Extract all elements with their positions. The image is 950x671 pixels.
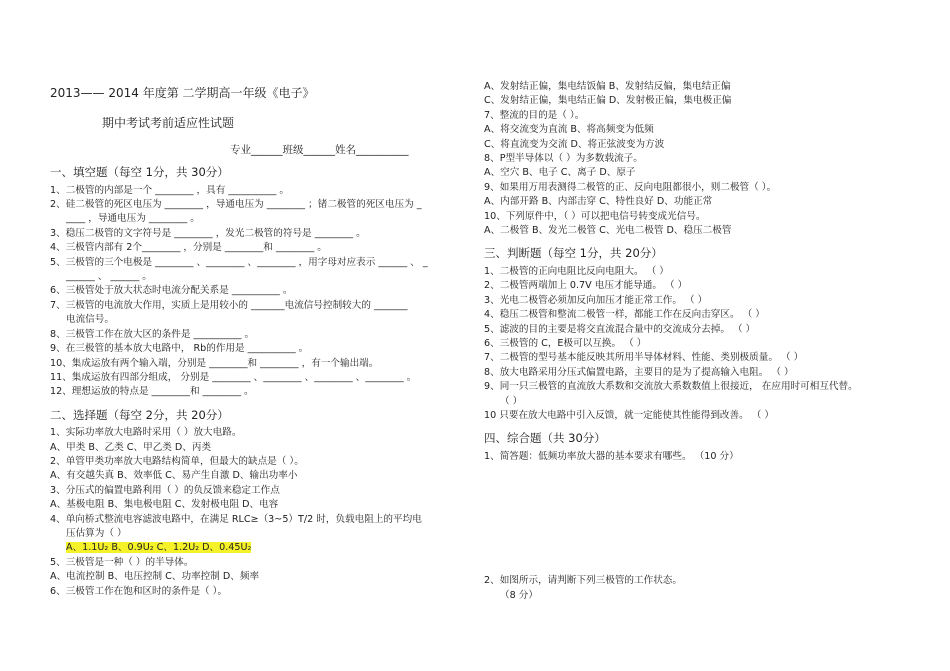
section-choice-heading: 二、选择题（每空 2分，共 20分） (50, 407, 229, 422)
question-line: 7、整流的目的是（ ）。 (484, 109, 585, 121)
question-line: 1、实际功率放大电路时采用（ ）放大电路。 (50, 427, 242, 439)
question-line: 9、如果用万用表测得二极管的正、反向电阻都很小，则二极管（ ）。 (484, 181, 777, 193)
question-line: 6、三极管工作在饱和区时的条件是（ ）。 (50, 585, 228, 597)
question-line: A、基极电阻 B、集电极电阻 C、发射极电阻 D、电容 (50, 499, 279, 511)
question-line: 1、简答题：低频功率放大器的基本要求有哪些。 （10 分） (484, 450, 739, 462)
right-column (484, 80, 904, 603)
question-line: 10、集成运放有两个输入端，分别是 ________和 ________ ，有一个输出端。 (50, 357, 379, 369)
question-line: 1、二极管的正向电阻比反向电阻大。 （ ） (484, 265, 669, 277)
question-line: 3、光电二极管必须加反向加压才能正常工作。 （ ） (484, 294, 708, 306)
question-line: 2、硅二极管的死区电压为 ________ ，导通电压为 ________ ；锗二极管的死区电压为 _ (50, 199, 422, 211)
question-line: 9、在三极管的基本放大电路中， Rb的作用是 __________ 。 (50, 343, 309, 355)
question-line: C、将直流变为交流 D、将正弦波变为方波 (484, 138, 665, 150)
question-line: A、有交越失真 B、效率低 C、易产生自激 D、输出功率小 (50, 470, 298, 482)
question-line: 6、三极管的 C，E极可以互换。 （ ） (484, 337, 647, 349)
question-line: 10 只要在放大电路中引入反馈，就一定能使其性能得到改善。 （ ） (484, 409, 774, 421)
question-line: ______ 、 ______ 。 (66, 271, 152, 283)
question-line: 10、下列原件中，（ ）可以把电信号转变成光信号。 (484, 210, 706, 222)
section-fill-in-heading: 一、填空题（每空 1分，共 30分） (50, 165, 229, 180)
exam-year-title: 2013—— 2014 年度第 二学期高一年级《电子》 (50, 86, 315, 100)
question-line: 2、单管甲类功率放大电路结构简单，但最大的缺点是（ ）。 (50, 455, 304, 467)
question-line: A、发射结正偏，集电结饭偏 B、发射结反偏，集电结正偏 (484, 81, 731, 92)
question-line: C、发射结正偏，集电结正偏 D、发射极正偏，集电极正偏 (484, 95, 732, 107)
left-column (50, 86, 470, 599)
question-line: 1、二极管的内部是一个 ________ ，具有 __________ 。 (50, 184, 289, 196)
section-comprehensive-heading: 四、综合题（共 30分） (484, 431, 606, 446)
student-info-line: 专业______班级______姓名__________ (230, 143, 409, 156)
question-line: A、将交流变为直流 B、将高频变为低频 (484, 124, 654, 136)
question-line: 5、三极管的三个电极是 ________ 、________ 、________ ，用字母对应表示 ______ 、 _ (50, 256, 428, 268)
section-judge-heading: 三、判断题（每空 1分，共 20分） (484, 246, 663, 261)
judge-list (484, 265, 904, 423)
question-line: 9、同一只三极管的直流放大系数和交流放大系数数值上很接近， 在应用时可相互代替。 (484, 381, 858, 393)
question-line: 7、二极管的型号基本能反映其所用半导体材料、性能、类别极质量。 （ ） (484, 352, 804, 364)
question-line: 3、分压式的偏置电路利用（ ）的负反馈来稳定工作点 (50, 484, 280, 496)
question-line: 4、三极管内部有 2个________ ，分别是 ________和 ________ 。 (50, 242, 327, 254)
question-line: 压估算为（ ） (66, 527, 127, 539)
question-line: 4、稳压二极管和整流二极管一样，都能工作在反向击穿区。 （ ） (484, 309, 765, 321)
question-line: （ ） (500, 395, 523, 407)
question-line: 8、放大电路采用分压式偏置电路，主要目的是为了提高输入电阻。 （ ） (484, 366, 794, 378)
question-line: 2、如图所示，请判断下列三极管的工作状态。 (484, 575, 682, 587)
question-line: A、空穴 B、电子 C、离子 D、原子 (484, 167, 636, 179)
fill-in-list (50, 184, 470, 400)
question-line: 2、二极管两端加上 0.7V 电压才能导通。 （ ） (484, 280, 688, 292)
question-line: 11、集成运放有四部分组成， 分别是 ________ 、________ 、________ 、________ 。 (50, 371, 417, 383)
question-line: 12、理想运放的特点是 ________和 ________ 。 (50, 386, 254, 398)
choice-list-continued (484, 80, 904, 238)
question-line: A、内部开路 B、内部击穿 C、特性良好 D、功能正常 (484, 196, 713, 208)
question-score: （8 分） (500, 589, 538, 601)
question-line: 5、滤波的目的主要是将交直流混合量中的交流成分去掉。 （ ） (484, 323, 756, 335)
question-line: ____ ，导通电压为 ________ 。 (66, 213, 200, 225)
question-line: 4、单向桥式整流电容滤波电路中，在满足 RLC≥（3~5）T/2 时，负载电阻上的平均电 (50, 513, 422, 525)
question-line: 电流信号。 (66, 314, 114, 326)
question-line: 8、三极管工作在放大区的条件是 __________ 。 (50, 328, 255, 340)
question-line: 3、稳压二极管的文字符号是 ________ ，发光二极管的符号是 ________ 。 (50, 227, 366, 239)
highlighted-answer-options: A、1.1U₂ B、0.9U₂ C、1.2U₂ D、0.45U₂ (66, 542, 252, 554)
question-line: 6、三极管处于放大状态时电流分配关系是 __________ 。 (50, 285, 293, 297)
question-line: A、二极管 B、发光二极管 C、光电二极管 D、稳压二极管 (484, 225, 732, 237)
question-line: 8、P型半导体以（ ）为多数载流子。 (484, 153, 643, 165)
choice-list (50, 426, 470, 599)
question-line: 5、三极管是一种（ ）的半导体。 (50, 556, 194, 568)
question-line: 7、三极管的电流放大作用，实质上是用较小的 _______电流信号控制较大的 _______ (50, 299, 408, 311)
question-line: A、甲类 B、乙类 C、甲乙类 D、丙类 (50, 441, 212, 453)
question-line: A、电流控制 B、电压控制 C、功率控制 D、频率 (50, 571, 260, 583)
answer-space (484, 464, 904, 574)
exam-title: 期中考试考前适应性试题 (102, 116, 235, 131)
